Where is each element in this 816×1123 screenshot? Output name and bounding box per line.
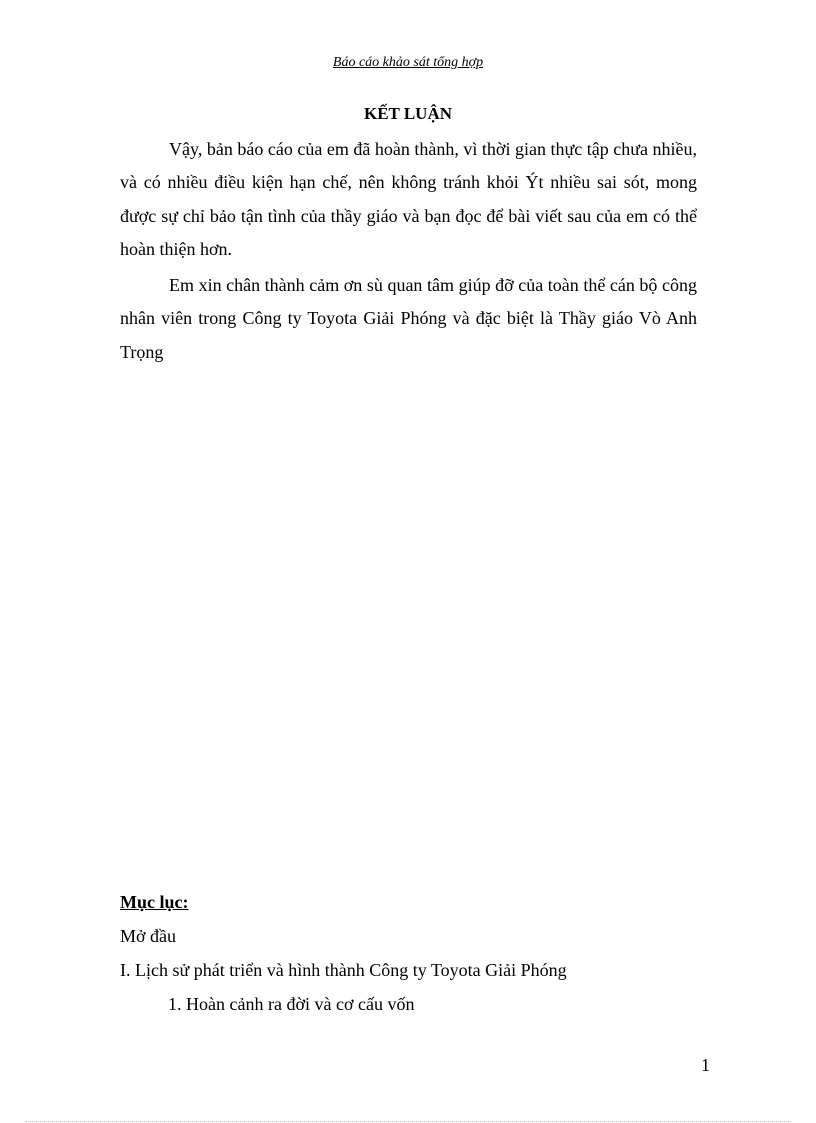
toc-item-section-1-1: 1. Hoàn cảnh ra đời và cơ cấu vốn [168,994,415,1014]
conclusion-title: KẾT LUẬN [363,104,452,123]
toc-item-section-1: I. Lịch sử phát triển và hình thành Công ty Toyota Giải Phóng [120,960,567,980]
toc-item-introduction: Mở đầu [120,926,177,946]
conclusion-paragraph-1: Vậy, bản báo cáo của em đã hoàn thành, vì thời gian thực tập chưa nhiều, và có nhiều điều kiện hạn chế, nên không tránh khỏi Ýt nhiều sai sót, mong được sự chỉ bảo tận tình của thầy giáo và bạn đọc để bài viết sau của em có thể hoàn thiện hơn. [120,139,697,259]
conclusion-paragraph-1-block [120,133,697,266]
running-header: Báo cáo khảo sát tổng hợp [332,55,484,70]
toc-heading: Mục lục: [120,892,189,912]
conclusion-paragraph-2: Em xin chân thành cảm ơn sù quan tâm giúp đỡ của toàn thể cán bộ công nhân viên trong Công ty Toyota Giải Phóng và đặc biệt là Thầy giáo Vò Anh Trọng [120,275,697,362]
page-number: 1 [701,1055,710,1075]
conclusion-paragraph-2-block [120,269,697,369]
page-bottom-dotted-rule [25,1121,791,1122]
